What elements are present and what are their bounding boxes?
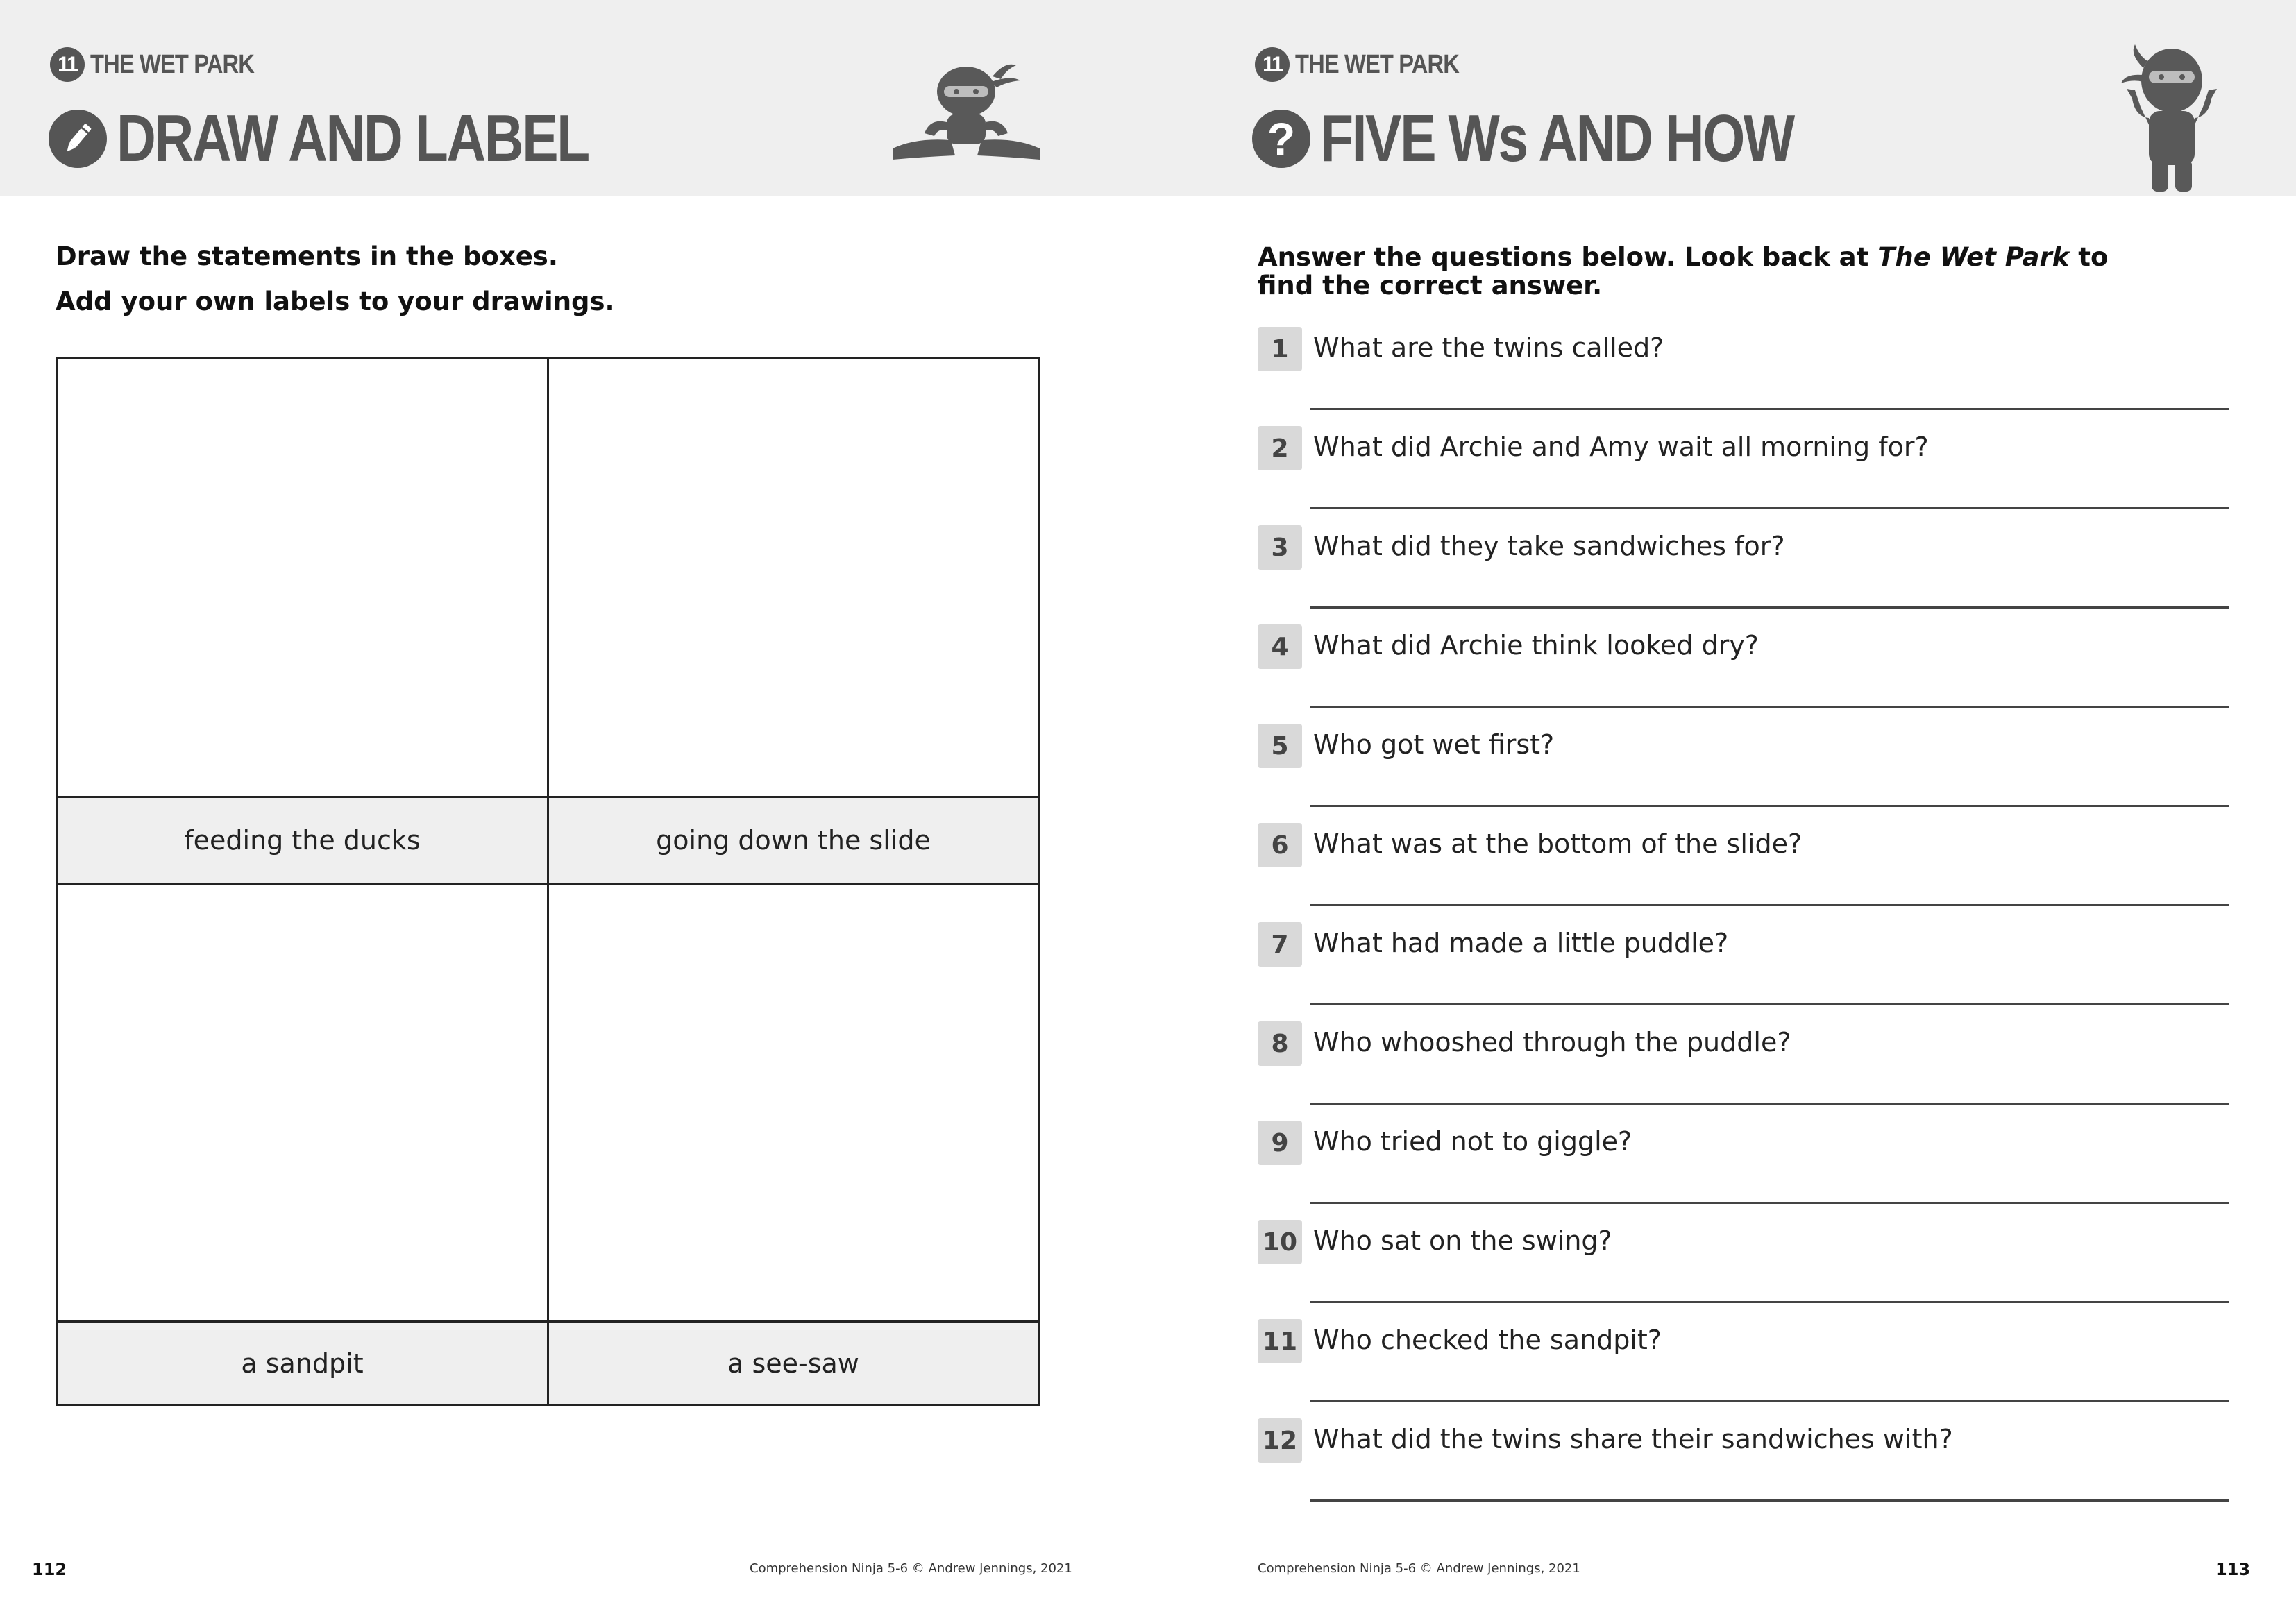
- answer-line-1[interactable]: [1310, 408, 2229, 410]
- question-number: 5: [1258, 724, 1302, 768]
- question-number: 8: [1258, 1021, 1302, 1066]
- page-title-row: [1252, 101, 1897, 176]
- question-text: Who tried not to giggle?: [1313, 1126, 1632, 1157]
- answer-line-9[interactable]: [1310, 1202, 2229, 1204]
- box-label-2: going down the slide: [549, 798, 1038, 883]
- question-text: Who sat on the swing?: [1313, 1225, 1612, 1256]
- answer-line-2[interactable]: [1310, 507, 2229, 509]
- unit-header: [50, 46, 280, 83]
- question-8: [1258, 1021, 2229, 1067]
- question-number: 2: [1258, 426, 1302, 470]
- footer-copyright: Comprehension Ninja 5-6 © Andrew Jennings, 2021: [1258, 1561, 1580, 1576]
- instructions-intro: [1258, 243, 2160, 300]
- question-text: What did the twins share their sandwiches with?: [1313, 1424, 1953, 1454]
- page-heading: DRAW AND LABEL: [117, 101, 589, 176]
- drawing-box-1[interactable]: [58, 359, 547, 796]
- question-text: Who checked the sandpit?: [1313, 1325, 1662, 1355]
- intro-story-title: The Wet Park: [1877, 242, 2070, 272]
- unit-number-badge: 11: [1255, 47, 1290, 82]
- answer-line-6[interactable]: [1310, 904, 2229, 906]
- question-3: [1258, 525, 2229, 571]
- intro-text-before: Answer the questions below. Look back at: [1258, 242, 1878, 272]
- unit-title: THE WET PARK: [90, 49, 254, 79]
- grid-divider: [58, 883, 1038, 885]
- question-number: 9: [1258, 1121, 1302, 1165]
- question-number: 11: [1258, 1319, 1302, 1363]
- grid-divider: [58, 1320, 1038, 1323]
- question-text: Who whooshed through the puddle?: [1313, 1027, 1791, 1057]
- question-11: [1258, 1319, 2229, 1365]
- answer-line-8[interactable]: [1310, 1103, 2229, 1105]
- question-number: 6: [1258, 823, 1302, 867]
- pencil-icon: [49, 110, 107, 168]
- question-text: What was at the bottom of the slide?: [1313, 829, 1803, 859]
- question-number: 12: [1258, 1418, 1302, 1463]
- question-text: What did they take sandwiches for?: [1313, 531, 1785, 561]
- box-label-4: a see-saw: [549, 1323, 1038, 1404]
- question-9: [1258, 1121, 2229, 1166]
- question-number: 4: [1258, 624, 1302, 669]
- question-number: 1: [1258, 327, 1302, 371]
- drawing-box-4[interactable]: [549, 885, 1038, 1320]
- grid-divider: [58, 796, 1038, 798]
- question-1: [1258, 327, 2229, 373]
- question-text: What had made a little puddle?: [1313, 928, 1729, 958]
- answer-line-11[interactable]: [1310, 1400, 2229, 1402]
- question-text: What did Archie and Amy wait all morning for?: [1313, 432, 1929, 462]
- drawing-box-2[interactable]: [549, 359, 1038, 796]
- question-12: [1258, 1418, 2229, 1464]
- question-7: [1258, 922, 2229, 968]
- unit-title: THE WET PARK: [1295, 49, 1459, 79]
- question-number: 3: [1258, 525, 1302, 570]
- question-4: [1258, 624, 2229, 670]
- page-number: 112: [32, 1560, 67, 1579]
- question-text: What did Archie think looked dry?: [1313, 630, 1759, 661]
- question-2: [1258, 426, 2229, 472]
- question-text: What are the twins called?: [1313, 332, 1664, 363]
- answer-line-7[interactable]: [1310, 1003, 2229, 1005]
- instruction-line-1: Draw the statements in the boxes.: [56, 241, 558, 271]
- question-6: [1258, 823, 2229, 869]
- answer-line-4[interactable]: [1310, 706, 2229, 708]
- question-mark-icon: ?: [1252, 110, 1310, 168]
- question-number: 7: [1258, 922, 1302, 967]
- question-text: Who got wet first?: [1313, 729, 1555, 760]
- answer-line-3[interactable]: [1310, 606, 2229, 609]
- question-5: [1258, 724, 2229, 770]
- question-10: [1258, 1220, 2229, 1266]
- drawing-box-3[interactable]: [58, 885, 547, 1320]
- page-heading: FIVE Ws AND HOW: [1320, 101, 1793, 176]
- ninja-thumbs-up-icon: [2120, 40, 2224, 196]
- right-page: [1148, 0, 2296, 1623]
- box-label-3: a sandpit: [58, 1323, 547, 1404]
- answer-line-10[interactable]: [1310, 1301, 2229, 1303]
- instruction-line-2: Add your own labels to your drawings.: [56, 287, 615, 316]
- box-label-1: feeding the ducks: [58, 798, 547, 883]
- unit-header: [1255, 46, 1485, 83]
- answer-line-12[interactable]: [1310, 1499, 2229, 1502]
- footer-copyright: Comprehension Ninja 5-6 © Andrew Jennings, 2021: [750, 1561, 1072, 1576]
- intro-text-after: to find the correct answer.: [1258, 242, 2109, 300]
- page-title-row: [49, 101, 692, 176]
- ninja-splits-icon: [888, 56, 1043, 167]
- question-number: 10: [1258, 1220, 1302, 1264]
- grid-divider-vertical: [547, 359, 549, 1404]
- unit-number-badge: 11: [50, 47, 85, 82]
- page-number: 113: [2215, 1560, 2251, 1579]
- drawing-grid: [56, 357, 1040, 1406]
- answer-line-5[interactable]: [1310, 805, 2229, 807]
